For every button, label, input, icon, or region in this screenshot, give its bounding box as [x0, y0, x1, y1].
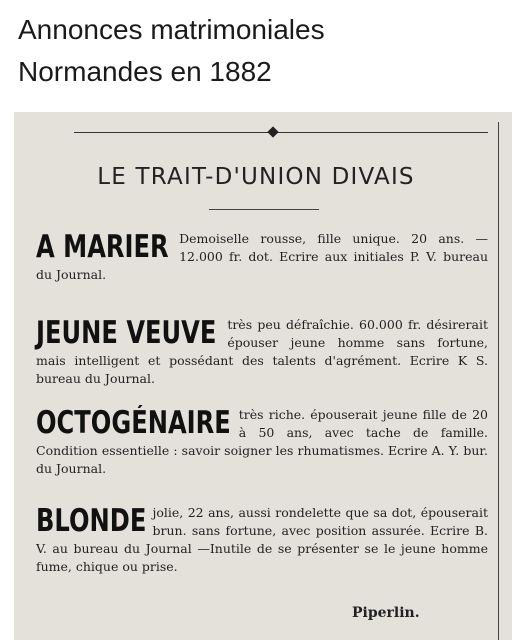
classified-ad: [36, 504, 488, 576]
ad-headline: A MARIER: [36, 229, 169, 265]
masthead-rule: [209, 209, 319, 210]
caption-line-2: Normandes en 1882: [18, 56, 272, 87]
ad-text: très peu défraîchie. 60.000 fr. désirerait épouser jeune homme sans fortune, mais intelligent et possédant des talents d'agrément. Ecrire K S. bureau du Journal.: [36, 317, 488, 386]
ad-text: très riche. épouserait jeune fille de 20 à 50 ans, avec tache de famille. Condition essentielle : savoir soigner les rhumatismes. Ecrire A. Y. bur. du Journal.: [36, 407, 488, 476]
top-rule: [74, 132, 488, 133]
caption-line-1: Annonces matrimoniales: [18, 14, 325, 45]
newspaper-clipping[interactable]: [14, 112, 512, 640]
ad-text: Demoiselle rousse, fille unique. 20 ans. — 12.000 fr. dot. Ecrire aux initiales P. V. bureau du Journal.: [36, 231, 488, 282]
classified-ad: [36, 406, 488, 478]
post-caption: [0, 0, 512, 108]
ad-headline: JEUNE VEUVE: [36, 315, 217, 351]
signature: Piperlin.: [352, 605, 420, 621]
newspaper-masthead: LE TRAIT-D'UNION DIVAIS: [97, 164, 415, 190]
ornament-diamond-icon: [267, 126, 278, 137]
classified-ad: [36, 316, 488, 388]
ad-headline: OCTOGÉNAIRE: [36, 405, 231, 441]
classified-ad: [36, 230, 488, 284]
ad-headline: BLONDE: [36, 503, 147, 539]
ad-text: jolie, 22 ans, aussi rondelette que sa dot, épouserait brun. sans fortune, avec position assurée. Ecrire B. V. au bureau du Journal —Inutile de se présenter se le jeune homme fume, chique ou prise.: [36, 505, 488, 574]
column-rule: [498, 122, 499, 640]
